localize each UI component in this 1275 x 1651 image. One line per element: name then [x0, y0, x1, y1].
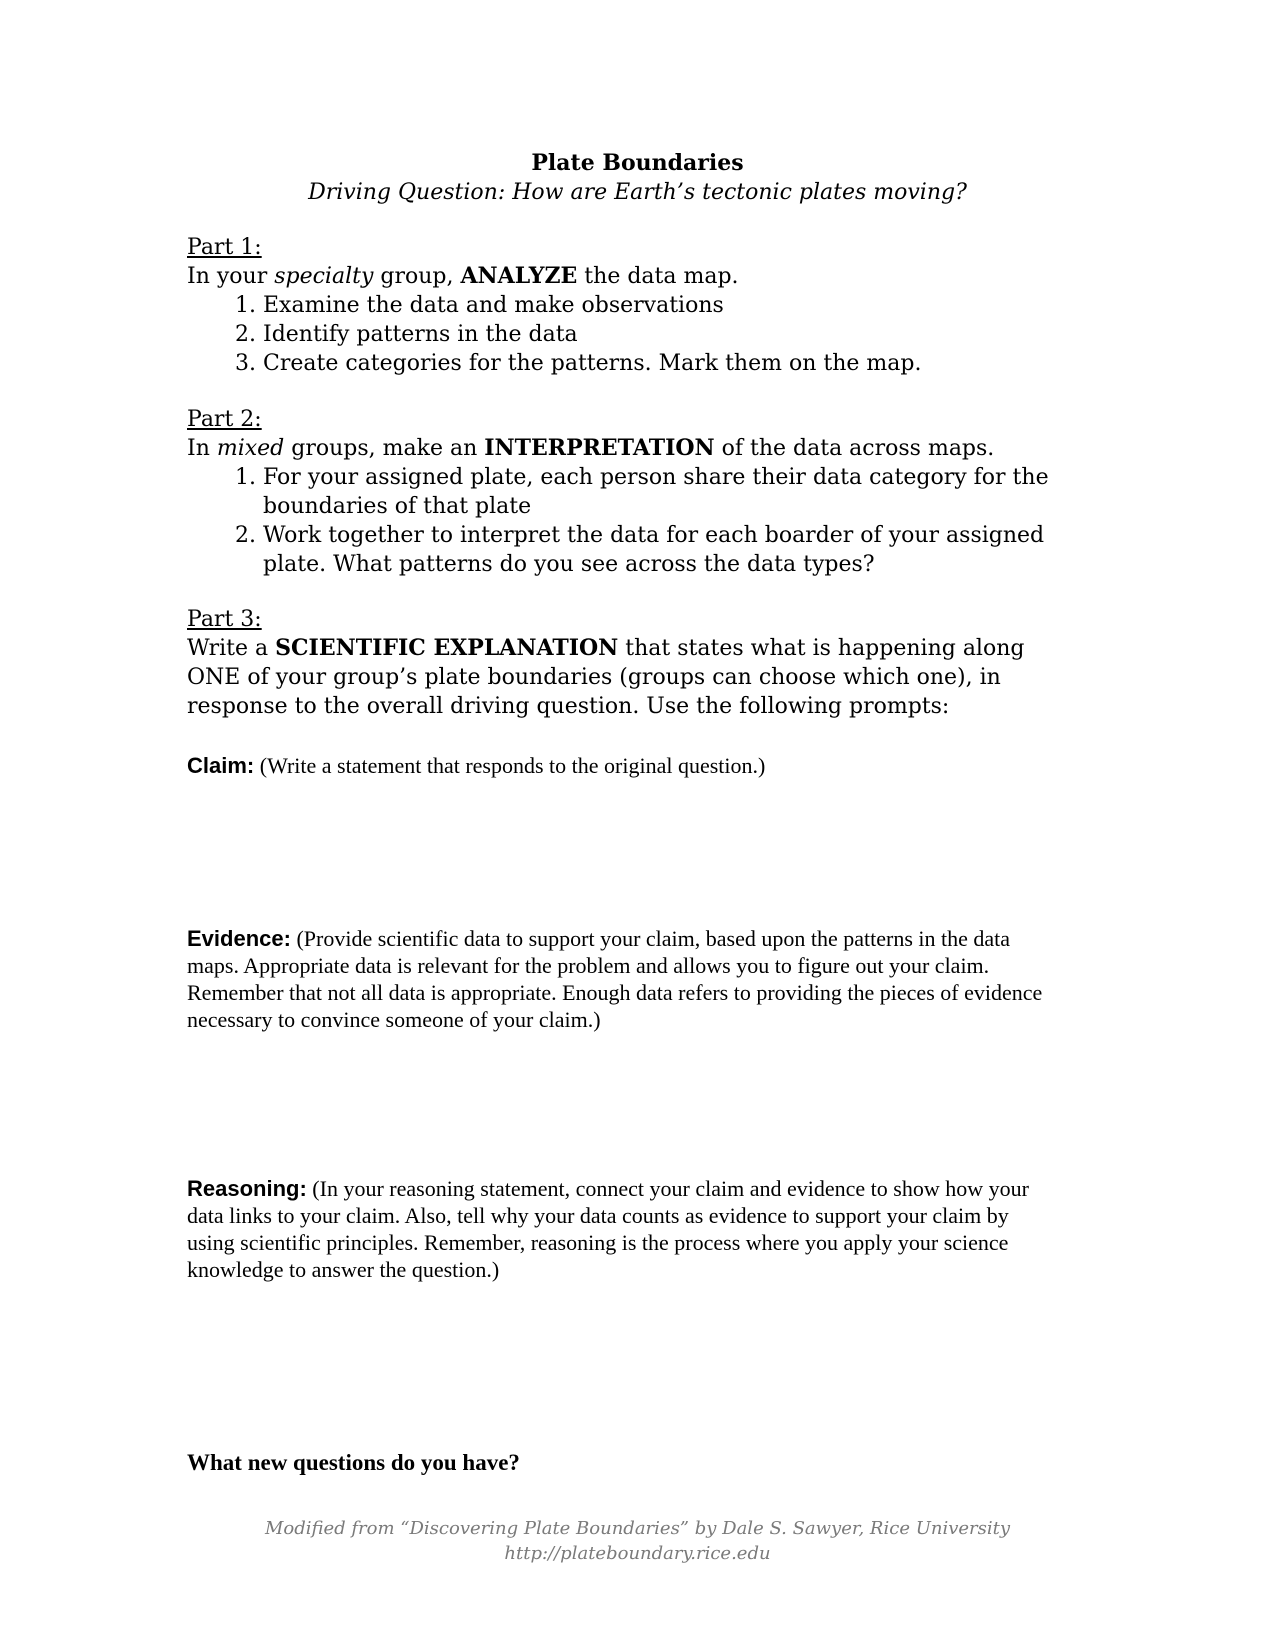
part-1-intro: In your specialty group, ANALYZE the data map. [187, 263, 739, 289]
claim-instructions: (Write a statement that responds to the original question.) [254, 753, 766, 778]
list-item: 1. For your assigned plate, each person share their data category for the boundaries of that plate [263, 463, 1067, 521]
evidence-prompt [187, 925, 1057, 1033]
evidence-instructions: (Provide scientific data to support your claim, based upon the patterns in the data maps. Appropriate data is relevant for the problem and allows you to figure out your claim. Remember that not all data is appropriate. Enough data refers to providing the pieces of evidence necessary to convince someone of your claim.) [187, 926, 1043, 1032]
part-3-section [187, 605, 1047, 721]
list-item: 2. Identify patterns in the data [263, 320, 1087, 349]
part-1-steps [187, 291, 1087, 378]
footer-credit-line: Modified from “Discovering Plate Boundaries” by Dale S. Sawyer, Rice University [264, 1518, 1011, 1539]
claim-prompt [187, 752, 1077, 779]
footer-url: http://plateboundary.rice.edu [504, 1543, 771, 1564]
evidence-label: Evidence: [187, 926, 291, 951]
claim-label: Claim: [187, 753, 255, 778]
footer-credit [0, 1516, 1275, 1566]
driving-question: Driving Question: How are Earth’s tectonic plates moving? [308, 180, 967, 205]
part-2-steps [187, 463, 1067, 579]
new-questions-heading: What new questions do you have? [187, 1450, 520, 1475]
reasoning-prompt [187, 1175, 1057, 1283]
part-3-heading: Part 3: [187, 607, 262, 632]
list-item: 2. Work together to interpret the data for each boarder of your assigned plate. What patterns do you see across the data types? [263, 521, 1067, 579]
part-1-heading: Part 1: [187, 235, 262, 260]
list-item: 1. Examine the data and make observations [263, 291, 1087, 320]
part-1-section [187, 233, 1087, 378]
page-title: Plate Boundaries [531, 150, 744, 176]
list-item: 3. Create categories for the patterns. Mark them on the map. [263, 349, 1087, 378]
part-3-intro: Write a SCIENTIFIC EXPLANATION that states what is happening along ONE of your group’s plate boundaries (groups can choose which one), in response to the overall driving question. Use the following prompts: [187, 635, 1025, 719]
part-2-section [187, 405, 1067, 579]
reasoning-instructions: (In your reasoning statement, connect your claim and evidence to show how your data links to your claim. Also, tell why your data counts as evidence to support your claim by using scientific principles. Remember, reasoning is the process where you apply your science knowledge to answer the question.) [187, 1176, 1029, 1282]
part-2-intro: In mixed groups, make an INTERPRETATION of the data across maps. [187, 435, 995, 461]
reasoning-label: Reasoning: [187, 1176, 307, 1201]
part-2-heading: Part 2: [187, 407, 262, 432]
